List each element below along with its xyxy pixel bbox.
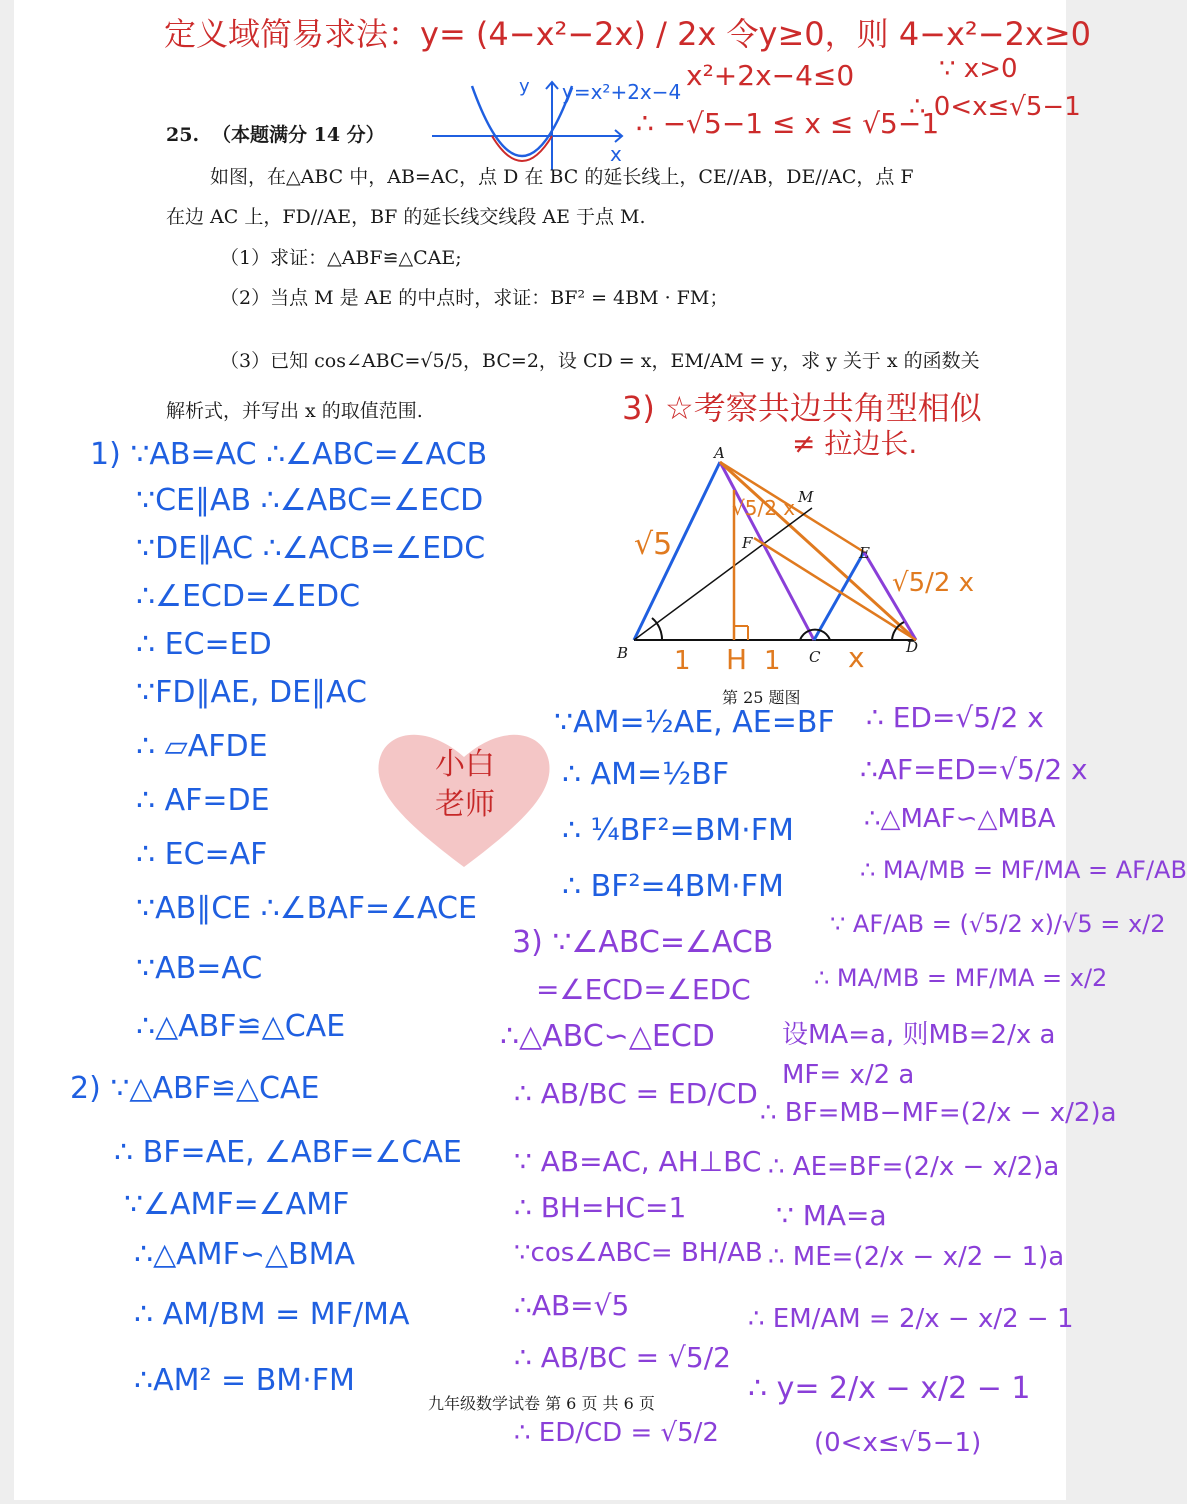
sol3r-line: (0<x≤√5−1) [814, 1428, 982, 1458]
label-b: B [617, 644, 629, 662]
sol1-line: ∵FD∥AE, DE∥AC [136, 675, 367, 710]
red-note-solution: ∴ −√5−1 ≤ x ≤ √5−1 [636, 107, 940, 140]
problem-stem-line1: 如图，在△ABC 中，AB=AC，点 D 在 BC 的延长线上，CE//AB，DE//AC，点 F [210, 166, 914, 188]
red-note-domain: 定义域简易求法：y= (4−x²−2x) / 2x 令y≥0，则 4−x²−2x≥0 [164, 15, 1092, 53]
segment-ce [814, 552, 864, 640]
sol3r-line: ∴ EM/AM = 2/x − x/2 − 1 [748, 1304, 1074, 1334]
sol3-line: ∴ ED/CD = √5/2 [514, 1418, 719, 1448]
sol3-line: ∴ BH=HC=1 [514, 1191, 687, 1224]
label-f: F [742, 534, 753, 552]
axis-x-label: x [610, 142, 622, 166]
sol1-line: ∴ ▱AFDE [136, 729, 268, 764]
label-e: E [859, 544, 870, 562]
sol2-line: 2) ∵△ABF≌△CAE [70, 1071, 320, 1106]
sol3r-line: ∴ ED=√5/2 x [866, 701, 1044, 734]
sol1-line: ∵DE∥AC ∴∠ACB=∠EDC [136, 531, 486, 566]
problem-part2: （2）当点 M 是 AE 的中点时，求证：BF² = 4BM · FM； [220, 287, 729, 309]
problem-stem-line2: 在边 AC 上，FD//AE，BF 的延长线交线段 AE 于点 M. [166, 206, 646, 228]
problem-part3: （3）已知 cos∠ABC=√5/5，BC=2，设 CD = x，EM/AM = y，求 y 关于 x 的函数关 [220, 350, 980, 372]
red-note-x-positive: ∵ x>0 [939, 54, 1018, 84]
fig-note-hc: 1 [764, 646, 781, 676]
problem-number: 25. [166, 124, 200, 146]
red-note-inequality: x²+2x−4≤0 [686, 59, 855, 92]
sol3r-line: ∴ ME=(2/x − x/2 − 1)a [768, 1242, 1065, 1272]
label-d: D [906, 638, 919, 656]
sol1-line: ∴ EC=AF [136, 837, 268, 872]
problem-part3-continued: 解析式，并写出 x 的取值范围. [166, 400, 423, 422]
sol3r-line: ∵ MA=a [776, 1199, 887, 1232]
watermark-text-2: 老师 [435, 787, 495, 822]
sol1-line: 1) ∵AB=AC ∴∠ABC=∠ACB [90, 437, 488, 472]
sol1-line: ∵CE∥AB ∴∠ABC=∠ECD [136, 483, 484, 518]
sol3r-line: ∴△MAF∽△MBA [864, 804, 1056, 834]
sol3r-line: ∴ BF=MB−MF=(2/x − x/2)a [760, 1098, 1117, 1128]
sol3r-line: ∴ AE=BF=(2/x − x/2)a [768, 1152, 1060, 1182]
sol3-line: ∴ AB/BC = ED/CD [514, 1077, 758, 1110]
parabola-label: y=x²+2x−4 [562, 80, 682, 104]
watermark-text-1: 小白 [435, 747, 495, 782]
exam-page [14, 0, 1187, 1500]
fig-note-ed: √5/2 x [892, 568, 975, 598]
sol2-line: ∴△AMF∽△BMA [134, 1237, 356, 1272]
fig-note-sqrt5: √5 [634, 527, 673, 562]
sol1-line: ∵AB=AC [136, 951, 263, 986]
red-note-part3-b: ≠ 拉边长. [792, 427, 918, 460]
sol3r-line: 设MA=a, 则MB=2/x a [782, 1020, 1056, 1050]
sol2-line: ∴ BF=AE, ∠ABF=∠CAE [114, 1135, 462, 1170]
sol2r-line: ∴ AM=½BF [562, 757, 730, 792]
fig-note-bh: 1 [674, 646, 691, 676]
page-footer: 九年级数学试卷 第 6 页 共 6 页 [428, 1394, 655, 1413]
sol3-line: 3) ∵∠ABC=∠ACB [512, 925, 774, 960]
problem-score: （本题满分 14 分） [212, 124, 385, 146]
sol1-line: ∵AB∥CE ∴∠BAF=∠ACE [136, 891, 477, 926]
sol1-line: ∴△ABF≌△CAE [136, 1009, 346, 1044]
sol1-line: ∴∠ECD=∠EDC [136, 579, 361, 614]
sol1-line: ∴ AF=DE [136, 783, 270, 818]
sol2-line: ∴ AM/BM = MF/MA [134, 1297, 410, 1332]
sol3r-line: ∵ AF/AB = (√5/2 x)/√5 = x/2 [830, 910, 1166, 938]
sol2-line: ∴AM² = BM·FM [134, 1363, 355, 1398]
sol3r-line: ∴ y= 2/x − x/2 − 1 [748, 1371, 1031, 1406]
sol3r-line: MF= x/2 a [782, 1060, 915, 1090]
fig-note-af: √5/2 x [732, 496, 796, 520]
sol2-line: ∵∠AMF=∠AMF [124, 1187, 350, 1222]
sol2r-line: ∴ ¼BF²=BM·FM [562, 813, 794, 848]
sol3-line: =∠ECD=∠EDC [536, 973, 751, 1006]
fig-note-h: H [726, 643, 748, 676]
fig-note-cd: x [848, 641, 865, 674]
red-note-part3: 3) ☆考察共边共角型相似 [622, 389, 982, 427]
problem-part1: （1）求证：△ABF≌△CAE; [220, 247, 462, 269]
figure-caption: 第 25 题图 [722, 688, 801, 707]
label-a: A [714, 444, 725, 462]
sol1-line: ∴ EC=ED [136, 627, 272, 662]
red-note-range: ∴ 0<x≤√5−1 [909, 92, 1081, 122]
sol3-line: ∵ AB=AC, AH⊥BC [514, 1145, 762, 1178]
sol3-line: ∴ AB/BC = √5/2 [514, 1341, 731, 1374]
sol3-line: ∴AB=√5 [514, 1289, 630, 1322]
sol3-line: ∴△ABC∽△ECD [500, 1019, 715, 1054]
label-c: C [809, 648, 821, 666]
sol3r-line: ∴ MA/MB = MF/MA = x/2 [814, 964, 1108, 992]
axis-y-label: y [519, 76, 530, 97]
sol3r-line: ∴ MA/MB = MF/MA = AF/AB [860, 856, 1187, 884]
sol2r-line: ∵AM=½AE, AE=BF [554, 705, 835, 740]
sol3r-line: ∴AF=ED=√5/2 x [860, 753, 1088, 786]
sol2r-line: ∴ BF²=4BM·FM [562, 869, 784, 904]
sol3-line: ∵cos∠ABC= BH/AB [514, 1238, 763, 1268]
label-m: M [798, 488, 814, 506]
